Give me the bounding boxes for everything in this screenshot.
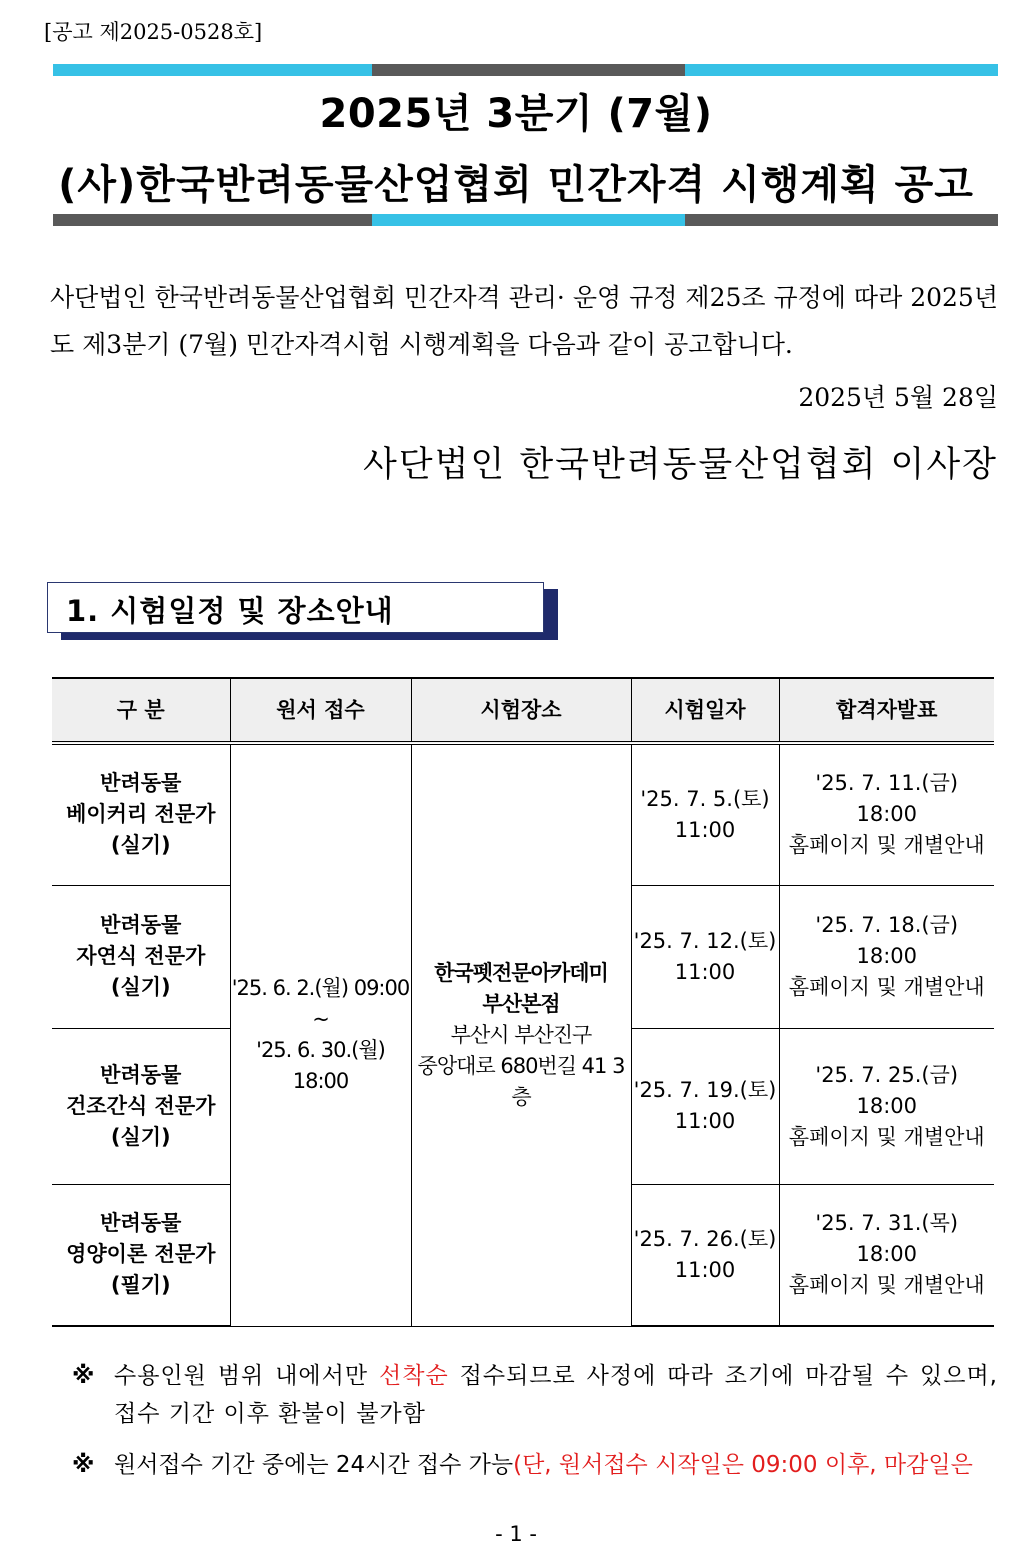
table-row [52,743,994,885]
result-cell [779,1184,994,1326]
note-1 [72,1357,998,1433]
result-note: 홈페이지 및 개별안내 [788,1273,985,1298]
header-venue: 시험장소 [411,678,631,743]
bar-segment [53,214,372,226]
intro-paragraph: 사단법인 한국반려동물산업협회 민간자격 관리· 운영 규정 제25조 규정에 따라 2025년도 제3분기 (7월) 민간자격시험 시행계획을 다음과 같이 공고합니다. [50,283,998,359]
result-time: 18:00 [856,802,918,827]
category-line: 영양이론 전문가 [66,1242,216,1267]
category-cell [52,1028,230,1184]
result-date: '25. 7. 11.(금) [815,771,959,796]
header-result: 합격자발표 [779,678,994,743]
title-top-bar [53,64,998,76]
result-note: 홈페이지 및 개별안내 [788,833,985,858]
header-exam-date: 시험일자 [631,678,779,743]
category-line: 반려동물 [100,771,182,796]
application-tilde: ~ [312,1007,329,1032]
note-1-text [114,1357,998,1433]
category-line: (실기) [110,833,171,858]
result-date: '25. 7. 31.(목) [815,1211,959,1236]
exam-time: 11:00 [674,817,736,842]
result-time: 18:00 [856,944,918,968]
result-cell [779,1028,994,1184]
category-cell [52,743,230,885]
header-category: 구 분 [52,678,230,743]
bar-segment [685,64,998,76]
title-bottom-bar [53,214,998,226]
category-line: (실기) [110,1124,171,1149]
venue-address: 부산시 부산진구 [450,1022,592,1047]
note-highlight: 선착순 [379,1363,449,1389]
bar-segment [685,214,998,226]
exam-date: '25. 7. 19.(토) [633,1078,777,1102]
note-text: 접수되므로 사정에 따라 조기에 마감될 수 있으며, 접수 기간 이후 환불이 불가함 [114,1363,998,1427]
title-line-1: 2025년 3분기 (7월) [319,91,713,137]
bar-segment [372,64,685,76]
venue-branch: 부산본점 [482,991,560,1016]
exam-time: 11:00 [674,1109,736,1133]
category-line: (필기) [110,1273,171,1298]
announcement-date: 2025년 5월 28일 [798,383,998,412]
category-line: 베이커리 전문가 [66,802,216,827]
reference-mark-icon: ※ [72,1452,95,1478]
note-text: 원서접수 기간 중에는 24시간 접수 가능 [114,1452,514,1478]
result-note: 홈페이지 및 개별안내 [788,1124,985,1149]
reference-mark-icon: ※ [72,1363,95,1389]
note-highlight: (단, 원서접수 시작일은 09:00 이후, 마감일은 [513,1452,973,1478]
result-time: 18:00 [856,1093,918,1118]
venue-cell [411,743,631,1326]
result-note: 홈페이지 및 개별안내 [788,975,985,999]
venue-name: 한국펫전문아카데미 [434,960,608,985]
category-cell [52,1184,230,1326]
note-text: 수용인원 범위 내에서만 [114,1363,380,1389]
application-period-cell [230,743,411,1326]
category-line: 반려동물 [100,1062,182,1087]
exam-date: '25. 7. 5.(토) [640,786,770,811]
schedule-table [52,677,994,1327]
page-number: - 1 - [495,1522,537,1546]
exam-date-cell [631,1028,779,1184]
notice-number: [공고 제2025-0528호] [44,20,263,44]
exam-date-cell [631,743,779,885]
bar-segment [372,214,685,226]
category-cell [52,885,230,1028]
venue-address: 중앙대로 680번길 41 3층 [417,1053,625,1109]
result-date: '25. 7. 18.(금) [815,913,959,937]
header-application: 원서 접수 [230,678,411,743]
section-title: 1. 시험일정 및 장소안내 [66,594,394,628]
category-line: 건조간식 전문가 [66,1093,216,1118]
application-start: '25. 6. 2.(월) 09:00 [231,976,410,1001]
category-line: 자연식 전문가 [76,944,206,968]
result-time: 18:00 [856,1242,918,1267]
result-cell [779,885,994,1028]
title-line-2: (사)한국반려동물산업협회 민간자격 시행계획 공고 [58,162,974,208]
category-line: 반려동물 [100,1211,182,1236]
table-header-row [52,678,994,743]
exam-time: 11:00 [674,1257,736,1282]
application-end: '25. 6. 30.(월) 18:00 [256,1038,385,1094]
bar-segment [53,64,372,76]
signer: 사단법인 한국반려동물산업협회 이사장 [362,445,998,485]
exam-date: '25. 7. 26.(토) [633,1226,777,1251]
category-line: 반려동물 [100,913,182,937]
note-2-text [114,1446,998,1484]
note-2 [72,1446,998,1484]
result-cell [779,743,994,885]
exam-date-cell [631,885,779,1028]
result-date: '25. 7. 25.(금) [815,1062,959,1087]
category-line: (실기) [110,975,171,999]
exam-date: '25. 7. 12.(토) [633,928,777,953]
exam-date-cell [631,1184,779,1326]
exam-time: 11:00 [674,959,736,984]
